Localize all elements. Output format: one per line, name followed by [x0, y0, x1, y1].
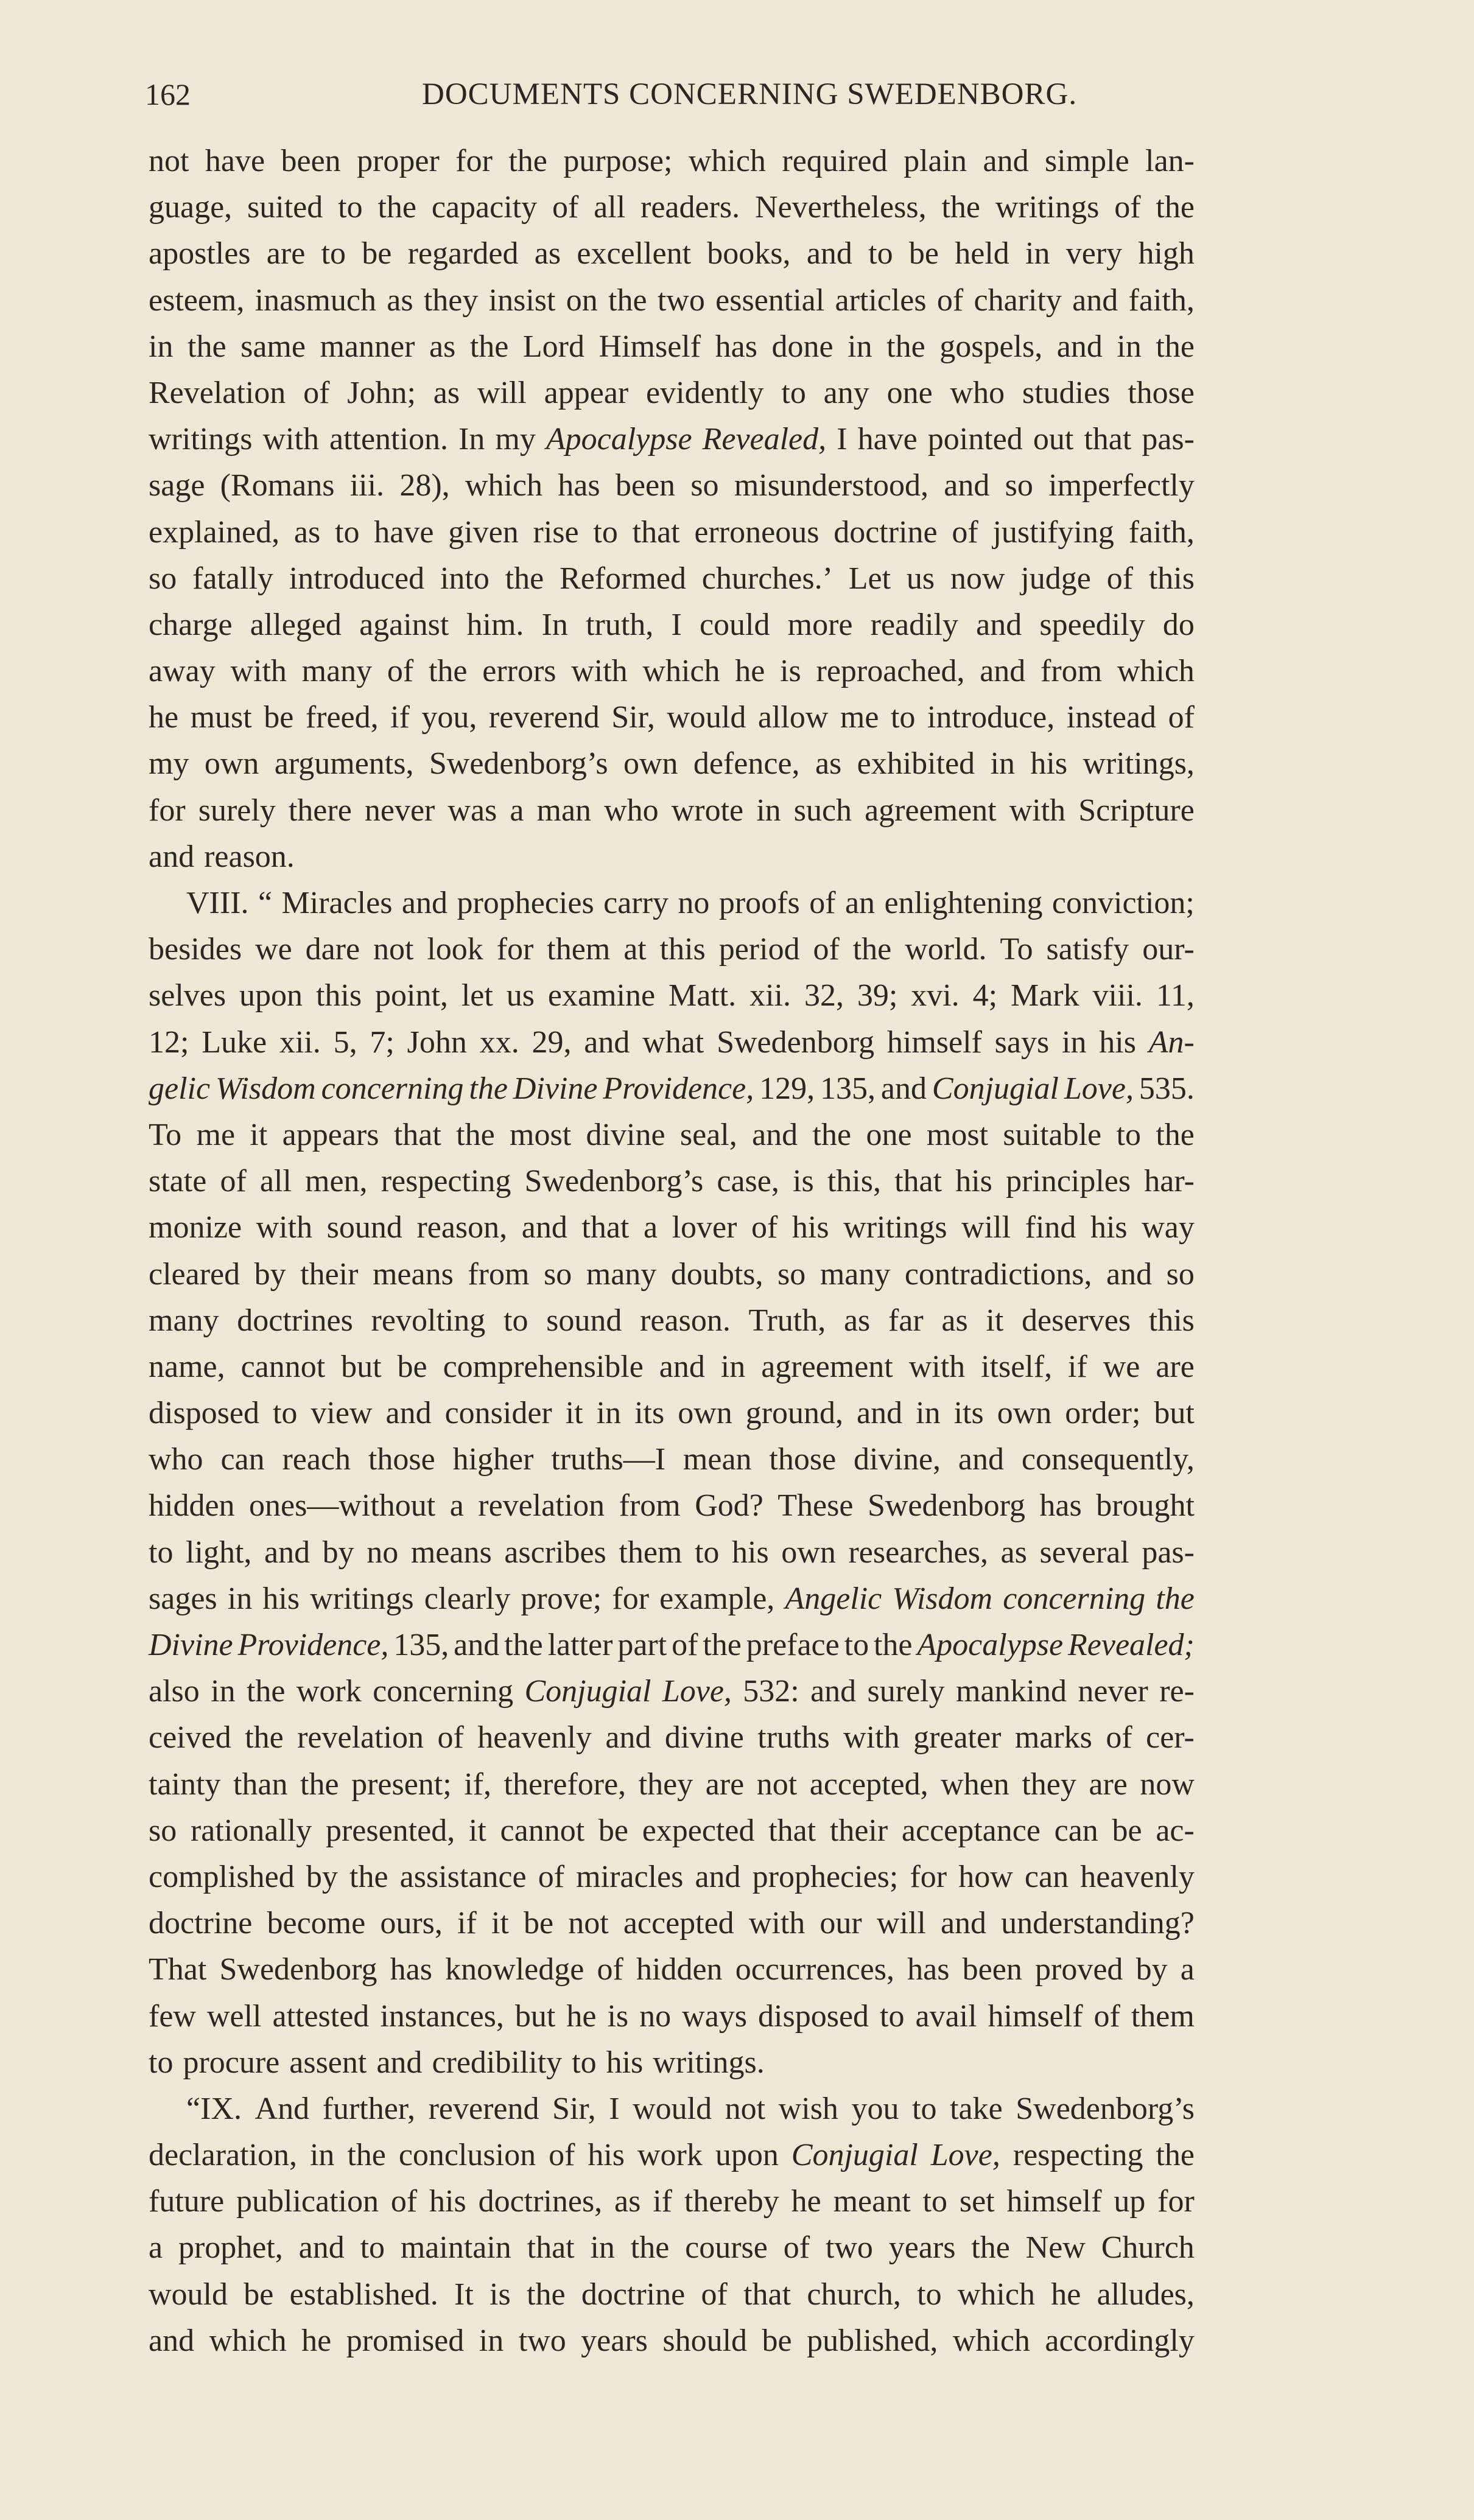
- text-line: guage, suited to the capacity of all readers. Nevertheless, the writings of the: [149, 190, 1195, 225]
- text-line: who can reach those higher truths—I mean those divine, and consequently,: [149, 1442, 1195, 1477]
- text-line: esteem, inasmuch as they insist on the two essential articles of charity and faith,: [149, 282, 1195, 318]
- running-title: DOCUMENTS CONCERNING SWEDENBORG.: [422, 77, 1078, 111]
- running-head: [145, 73, 1215, 116]
- text-line: for surely there never was a man who wrote in such agreement with Scripture: [149, 793, 1195, 828]
- text-line: ceived the revelation of heavenly and divine truths with greater marks of cer-: [149, 1720, 1195, 1755]
- text-line: few well attested instances, but he is no ways disposed to avail himself of them: [149, 1998, 1195, 2034]
- text-line: complished by the assistance of miracles and prophecies; for how can heavenly: [149, 1859, 1195, 1894]
- text-line: To me it appears that the most divine seal, and the one most suitable to the: [149, 1117, 1195, 1152]
- text-line: name, cannot but be comprehensible and in agreement with itself, if we are: [149, 1349, 1195, 1384]
- text-line: and which he promised in two years should be published, which accordingly: [149, 2323, 1195, 2358]
- text-line: selves upon this point, let us examine Matt. xii. 32, 39; xvi. 4; Mark viii. 11,: [149, 978, 1195, 1013]
- text-line: sage (Romans iii. 28), which has been so misunderstood, and so imperfectly: [149, 468, 1195, 503]
- text-line: cleared by their means from so many doubts, so many contradictions, and so: [149, 1256, 1195, 1292]
- text-line: a prophet, and to maintain that in the course of two years the New Church: [149, 2230, 1195, 2266]
- text-line: apostles are to be regarded as excellent books, and to be held in very high: [149, 236, 1195, 271]
- text-line: VIII. “ Miracles and prophecies carry no proofs of an enlightening conviction;: [186, 886, 1195, 920]
- text-line: future publication of his doctrines, as if thereby he meant to set himself up for: [149, 2184, 1195, 2219]
- text-line: Divine Providence, 135, and the latter part of the preface to the Apocalypse Revealed;: [149, 1628, 1195, 1662]
- text-line: and reason.: [149, 839, 295, 874]
- body-text: [149, 138, 1195, 2364]
- text-line: disposed to view and consider it in its own ground, and in its own order; but: [149, 1396, 1195, 1431]
- text-line: besides we dare not look for them at this period of the world. To satisfy our-: [149, 932, 1195, 967]
- text-line: he must be freed, if you, reverend Sir, would allow me to introduce, instead of: [149, 700, 1195, 735]
- page-number: 162: [145, 77, 191, 111]
- text-line: charge alleged against him. In truth, I could more readily and speedily do: [149, 607, 1195, 642]
- text-line: tainty than the present; if, therefore, they are not accepted, when they are now: [149, 1766, 1195, 1802]
- text-line: explained, as to have given rise to that erroneous doctrine of justifying faith,: [149, 514, 1195, 550]
- text-line: so rationally presented, it cannot be expected that their acceptance can be ac-: [149, 1813, 1195, 1848]
- text-line: declaration, in the conclusion of his work upon Conjugial Love, respecting the: [149, 2138, 1195, 2173]
- text-line: also in the work concerning Conjugial Love, 532: and surely mankind never re-: [149, 1674, 1195, 1709]
- text-line: state of all men, respecting Swedenborg’s case, is this, that his principles har-: [149, 1164, 1195, 1199]
- text-line: writings with attention. In my Apocalypse Revealed, I have pointed out that pas-: [149, 422, 1195, 457]
- text-line: in the same manner as the Lord Himself has done in the gospels, and in the: [149, 329, 1195, 364]
- text-line: That Swedenborg has knowledge of hidden occurrences, has been proved by a: [149, 1952, 1195, 1987]
- text-line: to procure assent and credibility to his writings.: [149, 2045, 765, 2080]
- text-line: monize with sound reason, and that a lover of his writings will find his way: [149, 1210, 1195, 1245]
- text-line: so fatally introduced into the Reformed churches.’ Let us now judge of this: [149, 561, 1195, 596]
- text-line: sages in his writings clearly prove; for example, Angelic Wisdom concerning the: [149, 1581, 1195, 1616]
- text-line: many doctrines revolting to sound reason. Truth, as far as it deserves this: [149, 1303, 1195, 1338]
- text-line: to light, and by no means ascribes them to his own researches, as several pas-: [149, 1535, 1195, 1570]
- text-line: 12; Luke xii. 5, 7; John xx. 29, and what Swedenborg himself says in his An-: [149, 1024, 1195, 1060]
- text-line: “IX. And further, reverend Sir, I would not wish you to take Swedenborg’s: [186, 2091, 1195, 2126]
- text-line: Revelation of John; as will appear evidently to any one who studies those: [149, 375, 1195, 410]
- text-line: away with many of the errors with which he is reproached, and from which: [149, 654, 1195, 689]
- text-line: not have been proper for the purpose; which required plain and simple lan-: [149, 144, 1195, 178]
- text-line: my own arguments, Swedenborg’s own defence, as exhibited in his writings,: [149, 746, 1195, 782]
- text-line: would be established. It is the doctrine of that church, to which he alludes,: [149, 2277, 1195, 2312]
- text-line: doctrine become ours, if it be not accepted with our will and understanding?: [149, 1906, 1195, 1941]
- text-line: gelic Wisdom concerning the Divine Providence, 129, 135, and Conjugial Love, 535.: [149, 1071, 1195, 1106]
- text-line: hidden ones—without a revelation from God? These Swedenborg has brought: [149, 1488, 1195, 1524]
